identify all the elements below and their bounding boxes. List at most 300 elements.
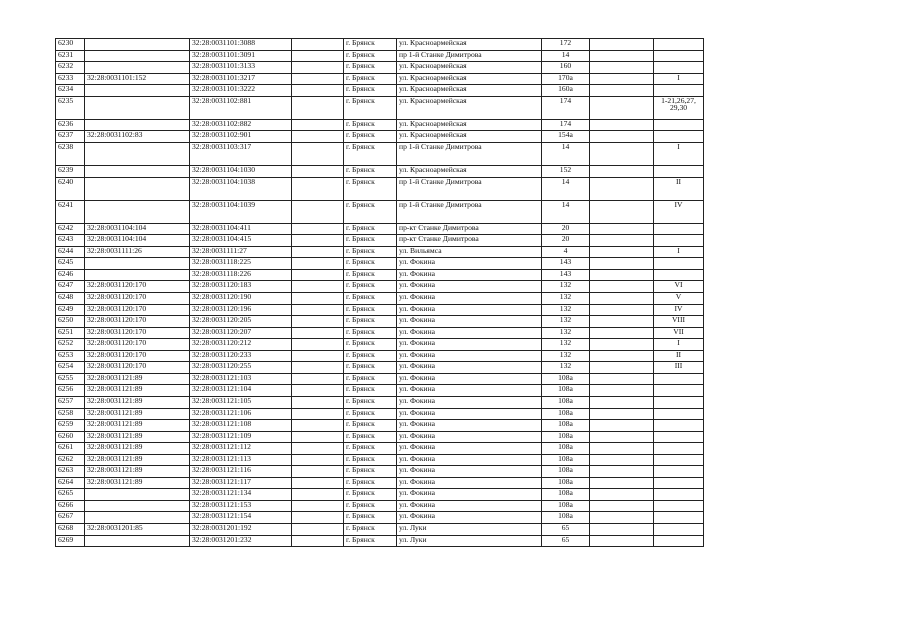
empty-cell (590, 396, 654, 408)
record-number-cell: 6259 (56, 420, 85, 432)
parent-cadastral-number-cell: 32:28:0031121:89 (85, 396, 190, 408)
empty-cell (590, 408, 654, 420)
empty-cell (590, 454, 654, 466)
street-cell: ул. Красноармейская (397, 119, 542, 131)
parent-cadastral-number-cell: 32:28:0031120:170 (85, 281, 190, 293)
street-cell: ул. Красноармейская (397, 85, 542, 97)
table-row (56, 327, 704, 339)
cadastral-number-cell: 32:28:0031104:1039 (190, 200, 292, 223)
parent-cadastral-number-cell: 32:28:0031121:89 (85, 477, 190, 489)
table-row (56, 235, 704, 247)
street-cell: ул. Фокина (397, 454, 542, 466)
parent-cadastral-number-cell: 32:28:0031102:83 (85, 131, 190, 143)
record-number-cell: 6266 (56, 500, 85, 512)
house-number-cell: 14 (542, 50, 590, 62)
empty-cell (590, 62, 654, 74)
cadastral-number-cell: 32:28:0031121:113 (190, 454, 292, 466)
empty-cell (292, 385, 344, 397)
city-cell: г. Брянск (344, 119, 397, 131)
table-row (56, 535, 704, 547)
record-number-cell: 6251 (56, 327, 85, 339)
street-cell: ул. Фокина (397, 316, 542, 328)
cadastral-number-cell: 32:28:0031102:882 (190, 119, 292, 131)
street-cell: ул. Фокина (397, 385, 542, 397)
street-cell: ул. Фокина (397, 269, 542, 281)
cadastral-number-cell: 32:28:0031120:183 (190, 281, 292, 293)
empty-cell (292, 304, 344, 316)
empty-cell (292, 512, 344, 524)
premises-number-cell: VI (654, 281, 704, 293)
record-number-cell: 6242 (56, 223, 85, 235)
parent-cadastral-number-cell: 32:28:0031120:170 (85, 293, 190, 305)
empty-cell (292, 373, 344, 385)
empty-cell (292, 119, 344, 131)
record-number-cell: 6261 (56, 443, 85, 455)
empty-cell (590, 119, 654, 131)
city-cell: г. Брянск (344, 131, 397, 143)
empty-cell (590, 281, 654, 293)
city-cell: г. Брянск (344, 96, 397, 119)
table-row (56, 119, 704, 131)
premises-number-cell (654, 477, 704, 489)
empty-cell (292, 466, 344, 478)
parent-cadastral-number-cell (85, 258, 190, 270)
empty-cell (590, 466, 654, 478)
empty-cell (292, 316, 344, 328)
city-cell: г. Брянск (344, 535, 397, 547)
city-cell: г. Брянск (344, 396, 397, 408)
street-cell: ул. Красноармейская (397, 39, 542, 51)
record-number-cell: 6255 (56, 373, 85, 385)
empty-cell (590, 142, 654, 165)
city-cell: г. Брянск (344, 443, 397, 455)
empty-cell (292, 258, 344, 270)
premises-number-cell: IV (654, 200, 704, 223)
table-row (56, 512, 704, 524)
city-cell: г. Брянск (344, 477, 397, 489)
record-number-cell: 6243 (56, 235, 85, 247)
record-number-cell: 6264 (56, 477, 85, 489)
cadastral-number-cell: 32:28:0031121:116 (190, 466, 292, 478)
empty-cell (590, 477, 654, 489)
premises-number-cell (654, 420, 704, 432)
city-cell: г. Брянск (344, 512, 397, 524)
empty-cell (292, 339, 344, 351)
table-row (56, 454, 704, 466)
empty-cell (292, 223, 344, 235)
record-number-cell: 6245 (56, 258, 85, 270)
record-number-cell: 6237 (56, 131, 85, 143)
house-number-cell: 132 (542, 316, 590, 328)
city-cell: г. Брянск (344, 339, 397, 351)
parent-cadastral-number-cell: 32:28:0031121:89 (85, 408, 190, 420)
house-number-cell: 108а (542, 500, 590, 512)
empty-cell (292, 443, 344, 455)
cadastral-number-cell: 32:28:0031120:205 (190, 316, 292, 328)
cadastral-number-cell: 32:28:0031121:104 (190, 385, 292, 397)
empty-cell (292, 350, 344, 362)
house-number-cell: 20 (542, 235, 590, 247)
record-number-cell: 6239 (56, 166, 85, 178)
empty-cell (590, 339, 654, 351)
house-number-cell: 160 (542, 62, 590, 74)
cadastral-number-cell: 32:28:0031121:105 (190, 396, 292, 408)
parent-cadastral-number-cell: 32:28:0031104:104 (85, 235, 190, 247)
empty-cell (590, 50, 654, 62)
premises-number-cell: V (654, 293, 704, 305)
house-number-cell: 108а (542, 454, 590, 466)
table-row (56, 362, 704, 374)
house-number-cell: 108а (542, 431, 590, 443)
empty-cell (590, 166, 654, 178)
empty-cell (590, 73, 654, 85)
city-cell: г. Брянск (344, 316, 397, 328)
parent-cadastral-number-cell: 32:28:0031121:89 (85, 443, 190, 455)
premises-number-cell: II (654, 350, 704, 362)
premises-number-cell: I (654, 246, 704, 258)
parent-cadastral-number-cell: 32:28:0031111:26 (85, 246, 190, 258)
street-cell: ул. Фокина (397, 477, 542, 489)
premises-number-cell (654, 535, 704, 547)
premises-number-cell: II (654, 177, 704, 200)
record-number-cell: 6249 (56, 304, 85, 316)
empty-cell (292, 131, 344, 143)
parent-cadastral-number-cell (85, 62, 190, 74)
parent-cadastral-number-cell: 32:28:0031120:170 (85, 339, 190, 351)
table-row (56, 73, 704, 85)
house-number-cell: 108а (542, 396, 590, 408)
house-number-cell: 132 (542, 362, 590, 374)
empty-cell (292, 142, 344, 165)
empty-cell (292, 73, 344, 85)
house-number-cell: 4 (542, 246, 590, 258)
empty-cell (590, 304, 654, 316)
parent-cadastral-number-cell: 32:28:0031104:104 (85, 223, 190, 235)
empty-cell (292, 408, 344, 420)
street-cell: ул. Фокина (397, 327, 542, 339)
empty-cell (292, 62, 344, 74)
parent-cadastral-number-cell (85, 39, 190, 51)
parent-cadastral-number-cell (85, 119, 190, 131)
city-cell: г. Брянск (344, 385, 397, 397)
empty-cell (590, 177, 654, 200)
city-cell: г. Брянск (344, 281, 397, 293)
premises-number-cell (654, 489, 704, 501)
table-row (56, 269, 704, 281)
street-cell: ул. Фокина (397, 512, 542, 524)
table-row (56, 293, 704, 305)
house-number-cell: 174 (542, 119, 590, 131)
parent-cadastral-number-cell: 32:28:0031121:89 (85, 454, 190, 466)
empty-cell (292, 477, 344, 489)
premises-number-cell: I (654, 142, 704, 165)
premises-number-cell (654, 443, 704, 455)
parent-cadastral-number-cell: 32:28:0031120:170 (85, 362, 190, 374)
city-cell: г. Брянск (344, 200, 397, 223)
empty-cell (590, 431, 654, 443)
cadastral-number-cell: 32:28:0031104:1038 (190, 177, 292, 200)
table-row (56, 489, 704, 501)
street-cell: ул. Луки (397, 523, 542, 535)
empty-cell (292, 420, 344, 432)
house-number-cell: 152 (542, 166, 590, 178)
record-number-cell: 6233 (56, 73, 85, 85)
house-number-cell: 132 (542, 327, 590, 339)
table-body (56, 39, 704, 547)
table-row (56, 316, 704, 328)
cadastral-number-cell: 32:28:0031101:3091 (190, 50, 292, 62)
record-number-cell: 6238 (56, 142, 85, 165)
parent-cadastral-number-cell (85, 85, 190, 97)
table-row (56, 385, 704, 397)
record-number-cell: 6246 (56, 269, 85, 281)
cadastral-number-cell: 32:28:0031118:226 (190, 269, 292, 281)
street-cell: ул. Фокина (397, 339, 542, 351)
empty-cell (292, 362, 344, 374)
premises-number-cell: VII (654, 327, 704, 339)
city-cell: г. Брянск (344, 85, 397, 97)
cadastral-number-cell: 32:28:0031120:255 (190, 362, 292, 374)
empty-cell (590, 362, 654, 374)
cadastral-number-cell: 32:28:0031101:3133 (190, 62, 292, 74)
street-cell: пр 1-й Станке Димитрова (397, 142, 542, 165)
city-cell: г. Брянск (344, 454, 397, 466)
parent-cadastral-number-cell: 32:28:0031121:89 (85, 373, 190, 385)
parent-cadastral-number-cell (85, 166, 190, 178)
record-number-cell: 6231 (56, 50, 85, 62)
premises-number-cell (654, 119, 704, 131)
city-cell: г. Брянск (344, 246, 397, 258)
cadastral-number-cell: 32:28:0031120:233 (190, 350, 292, 362)
parent-cadastral-number-cell (85, 142, 190, 165)
street-cell: ул. Красноармейская (397, 96, 542, 119)
record-number-cell: 6262 (56, 454, 85, 466)
premises-number-cell: IV (654, 304, 704, 316)
record-number-cell: 6268 (56, 523, 85, 535)
empty-cell (292, 431, 344, 443)
empty-cell (292, 200, 344, 223)
cadastral-number-cell: 32:28:0031104:415 (190, 235, 292, 247)
house-number-cell: 108а (542, 373, 590, 385)
premises-number-cell: VIII (654, 316, 704, 328)
premises-number-cell (654, 523, 704, 535)
premises-number-cell (654, 269, 704, 281)
street-cell: ул. Фокина (397, 362, 542, 374)
city-cell: г. Брянск (344, 466, 397, 478)
cadastral-number-cell: 32:28:0031101:3088 (190, 39, 292, 51)
property-register-table (55, 38, 704, 547)
parent-cadastral-number-cell (85, 512, 190, 524)
table-row (56, 396, 704, 408)
table-row (56, 443, 704, 455)
premises-number-cell (654, 62, 704, 74)
table-row (56, 304, 704, 316)
table-row (56, 39, 704, 51)
street-cell: ул. Фокина (397, 396, 542, 408)
table-row (56, 466, 704, 478)
city-cell: г. Брянск (344, 500, 397, 512)
empty-cell (590, 246, 654, 258)
empty-cell (590, 235, 654, 247)
parent-cadastral-number-cell: 32:28:0031121:89 (85, 431, 190, 443)
parent-cadastral-number-cell (85, 50, 190, 62)
table-row (56, 477, 704, 489)
record-number-cell: 6235 (56, 96, 85, 119)
table-row (56, 408, 704, 420)
empty-cell (292, 269, 344, 281)
table-row (56, 166, 704, 178)
table-row (56, 50, 704, 62)
table-row (56, 62, 704, 74)
parent-cadastral-number-cell: 32:28:0031120:170 (85, 327, 190, 339)
premises-number-cell (654, 131, 704, 143)
record-number-cell: 6256 (56, 385, 85, 397)
city-cell: г. Брянск (344, 142, 397, 165)
empty-cell (590, 443, 654, 455)
empty-cell (590, 535, 654, 547)
street-cell: ул. Фокина (397, 466, 542, 478)
house-number-cell: 132 (542, 281, 590, 293)
house-number-cell: 108а (542, 385, 590, 397)
premises-number-cell (654, 512, 704, 524)
record-number-cell: 6260 (56, 431, 85, 443)
record-number-cell: 6244 (56, 246, 85, 258)
parent-cadastral-number-cell (85, 535, 190, 547)
house-number-cell: 65 (542, 523, 590, 535)
record-number-cell: 6236 (56, 119, 85, 131)
empty-cell (292, 454, 344, 466)
street-cell: ул. Красноармейская (397, 131, 542, 143)
street-cell: ул. Красноармейская (397, 73, 542, 85)
house-number-cell: 132 (542, 304, 590, 316)
record-number-cell: 6258 (56, 408, 85, 420)
record-number-cell: 6241 (56, 200, 85, 223)
table-row (56, 200, 704, 223)
house-number-cell: 108а (542, 408, 590, 420)
premises-number-cell (654, 258, 704, 270)
street-cell: ул. Фокина (397, 281, 542, 293)
empty-cell (590, 512, 654, 524)
empty-cell (590, 327, 654, 339)
city-cell: г. Брянск (344, 408, 397, 420)
table-row (56, 142, 704, 165)
cadastral-number-cell: 32:28:0031121:134 (190, 489, 292, 501)
city-cell: г. Брянск (344, 50, 397, 62)
empty-cell (590, 420, 654, 432)
record-number-cell: 6247 (56, 281, 85, 293)
parent-cadastral-number-cell (85, 269, 190, 281)
record-number-cell: 6254 (56, 362, 85, 374)
premises-number-cell (654, 166, 704, 178)
premises-number-cell (654, 85, 704, 97)
house-number-cell: 14 (542, 177, 590, 200)
table-row (56, 96, 704, 119)
house-number-cell: 174 (542, 96, 590, 119)
house-number-cell: 108а (542, 512, 590, 524)
premises-number-cell (654, 50, 704, 62)
record-number-cell: 6267 (56, 512, 85, 524)
street-cell: пр 1-й Станке Димитрова (397, 177, 542, 200)
empty-cell (292, 246, 344, 258)
record-number-cell: 6250 (56, 316, 85, 328)
street-cell: пр-кт Станке Димитрова (397, 223, 542, 235)
premises-number-cell (654, 454, 704, 466)
parent-cadastral-number-cell: 32:28:0031201:85 (85, 523, 190, 535)
street-cell: ул. Фокина (397, 258, 542, 270)
house-number-cell: 108а (542, 477, 590, 489)
cadastral-number-cell: 32:28:0031111:27 (190, 246, 292, 258)
cadastral-number-cell: 32:28:0031121:117 (190, 477, 292, 489)
empty-cell (590, 489, 654, 501)
table-row (56, 131, 704, 143)
city-cell: г. Брянск (344, 223, 397, 235)
parent-cadastral-number-cell: 32:28:0031120:170 (85, 316, 190, 328)
premises-number-cell (654, 466, 704, 478)
premises-number-cell (654, 431, 704, 443)
city-cell: г. Брянск (344, 177, 397, 200)
cadastral-number-cell: 32:28:0031120:207 (190, 327, 292, 339)
cadastral-number-cell: 32:28:0031102:881 (190, 96, 292, 119)
street-cell: пр 1-й Станке Димитрова (397, 200, 542, 223)
cadastral-number-cell: 32:28:0031201:192 (190, 523, 292, 535)
empty-cell (590, 373, 654, 385)
record-number-cell: 6269 (56, 535, 85, 547)
cadastral-number-cell: 32:28:0031121:103 (190, 373, 292, 385)
record-number-cell: 6263 (56, 466, 85, 478)
street-cell: ул. Луки (397, 535, 542, 547)
parent-cadastral-number-cell: 32:28:0031121:89 (85, 420, 190, 432)
record-number-cell: 6253 (56, 350, 85, 362)
city-cell: г. Брянск (344, 420, 397, 432)
record-number-cell: 6265 (56, 489, 85, 501)
city-cell: г. Брянск (344, 39, 397, 51)
city-cell: г. Брянск (344, 62, 397, 74)
table-row (56, 431, 704, 443)
cadastral-number-cell: 32:28:0031120:196 (190, 304, 292, 316)
premises-number-cell: III (654, 362, 704, 374)
table-row (56, 350, 704, 362)
table-row (56, 246, 704, 258)
parent-cadastral-number-cell (85, 177, 190, 200)
cadastral-number-cell: 32:28:0031120:212 (190, 339, 292, 351)
record-number-cell: 6248 (56, 293, 85, 305)
table-row (56, 339, 704, 351)
empty-cell (590, 523, 654, 535)
street-cell: ул. Фокина (397, 373, 542, 385)
house-number-cell: 108а (542, 466, 590, 478)
table-row (56, 258, 704, 270)
empty-cell (590, 316, 654, 328)
parent-cadastral-number-cell: 32:28:0031121:89 (85, 385, 190, 397)
city-cell: г. Брянск (344, 304, 397, 316)
parent-cadastral-number-cell (85, 489, 190, 501)
table-row (56, 223, 704, 235)
city-cell: г. Брянск (344, 235, 397, 247)
city-cell: г. Брянск (344, 327, 397, 339)
empty-cell (292, 235, 344, 247)
premises-number-cell (654, 500, 704, 512)
record-number-cell: 6232 (56, 62, 85, 74)
premises-number-cell: I (654, 73, 704, 85)
cadastral-number-cell: 32:28:0031121:109 (190, 431, 292, 443)
empty-cell (292, 489, 344, 501)
house-number-cell: 108а (542, 420, 590, 432)
city-cell: г. Брянск (344, 293, 397, 305)
house-number-cell: 14 (542, 200, 590, 223)
record-number-cell: 6252 (56, 339, 85, 351)
premises-number-cell (654, 223, 704, 235)
empty-cell (590, 500, 654, 512)
